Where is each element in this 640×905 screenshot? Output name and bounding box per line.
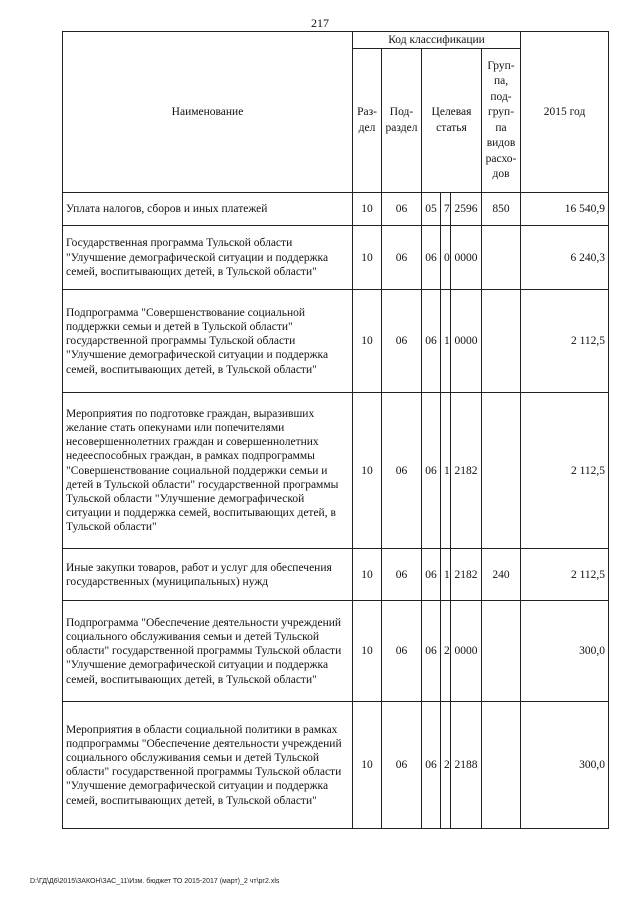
row-target-direction: 2182 (451, 549, 482, 601)
row-expense-group (482, 226, 521, 290)
row-subsection: 06 (382, 702, 422, 829)
row-expense-group (482, 393, 521, 549)
row-subsection: 06 (382, 393, 422, 549)
row-subsection: 06 (382, 226, 422, 290)
row-name: Иные закупки товаров, работ и услуг для обеспечения государственных (муниципальных) нужд (63, 549, 353, 601)
row-target-direction: 2188 (451, 702, 482, 829)
row-section: 10 (353, 549, 382, 601)
header-subsection: Под- раздел (382, 49, 422, 193)
row-subsection: 06 (382, 549, 422, 601)
row-expense-group: 850 (482, 193, 521, 226)
table-row (63, 702, 609, 829)
row-amount: 16 540,9 (521, 193, 609, 226)
row-section: 10 (353, 702, 382, 829)
row-target-direction: 0000 (451, 226, 482, 290)
row-expense-group (482, 290, 521, 393)
row-target-direction: 0000 (451, 290, 482, 393)
row-expense-group (482, 601, 521, 702)
header-expense-group: Груп- па, под- груп- па видов расхо- дов (482, 49, 521, 193)
row-section: 10 (353, 193, 382, 226)
row-amount: 2 112,5 (521, 393, 609, 549)
row-target-direction: 0000 (451, 601, 482, 702)
row-target-subprogram: 1 (441, 290, 451, 393)
budget-table (62, 31, 609, 829)
row-target-program: 06 (422, 702, 441, 829)
row-target-subprogram: 7 (441, 193, 451, 226)
header-year: 2015 год (521, 32, 609, 193)
row-section: 10 (353, 393, 382, 549)
row-name: Государственная программа Тульской области "Улучшение демографической ситуации и поддержка семей, воспитывающих детей, в Тульской области" (63, 226, 353, 290)
row-subsection: 06 (382, 193, 422, 226)
row-subsection: 06 (382, 601, 422, 702)
row-target-program: 05 (422, 193, 441, 226)
header-name: Наименование (63, 32, 353, 193)
row-section: 10 (353, 290, 382, 393)
row-target-subprogram: 1 (441, 549, 451, 601)
row-section: 10 (353, 226, 382, 290)
row-target-subprogram: 2 (441, 702, 451, 829)
row-target-program: 06 (422, 226, 441, 290)
row-name: Уплата налогов, сборов и иных платежей (63, 193, 353, 226)
row-expense-group (482, 702, 521, 829)
row-subsection: 06 (382, 290, 422, 393)
row-amount: 6 240,3 (521, 226, 609, 290)
file-path-footer: D:\ГД\Д6\2015\ЗАКОН\ЗАС_11\Изм. бюджет ТО 2015-2017 (март)_2 чт\рг2.xls (30, 878, 280, 885)
row-target-program: 06 (422, 549, 441, 601)
row-amount: 300,0 (521, 601, 609, 702)
row-target-direction: 2182 (451, 393, 482, 549)
table-row (63, 601, 609, 702)
row-name: Мероприятия по подготовке граждан, выразивших желание стать опекунами или попечителями несовершеннолетних граждан и совершеннолетних недееспособных граждан, в рамках подпрограммы "Совершенствование социальной поддержки семьи и детей в Тульской области" государственной программы Тульской области "Улучшение демографической ситуации и поддержка семей, воспитывающих детей, в Тульской области" (63, 393, 353, 549)
row-target-subprogram: 0 (441, 226, 451, 290)
table-row (63, 226, 609, 290)
page-number: 217 (311, 16, 329, 30)
row-amount: 2 112,5 (521, 549, 609, 601)
table-row (63, 290, 609, 393)
header-classification: Код классификации (353, 32, 521, 49)
row-name: Подпрограмма "Совершенствование социальной поддержки семьи и детей в Тульской области" государственной программы Тульской области "Улучшение демографической ситуации и поддержка семей, воспитывающих детей, в Тульской области" (63, 290, 353, 393)
row-amount: 2 112,5 (521, 290, 609, 393)
row-section: 10 (353, 601, 382, 702)
row-target-subprogram: 2 (441, 601, 451, 702)
row-target-direction: 2596 (451, 193, 482, 226)
row-target-program: 06 (422, 393, 441, 549)
table-row (63, 393, 609, 549)
row-target-program: 06 (422, 601, 441, 702)
header-target-article: Целевая статья (422, 49, 482, 193)
row-target-program: 06 (422, 290, 441, 393)
table-row (63, 193, 609, 226)
header-section: Раз- дел (353, 49, 382, 193)
row-amount: 300,0 (521, 702, 609, 829)
row-expense-group: 240 (482, 549, 521, 601)
table-row (63, 549, 609, 601)
row-target-subprogram: 1 (441, 393, 451, 549)
row-name: Подпрограмма "Обеспечение деятельности учреждений социального обслуживания семьи и детей Тульской области" государственной программы Тульской области "Улучшение демографической ситуации и поддержка семей, воспитывающих детей, в Тульской области" (63, 601, 353, 702)
row-name: Мероприятия в области социальной политики в рамках подпрограммы "Обеспечение деятельности учреждений социального обслуживания семьи и детей Тульской области" государственной программы Тульской области "Улучшение демографической ситуации и поддержка семей, воспитывающих детей, в Тульской области" (63, 702, 353, 829)
